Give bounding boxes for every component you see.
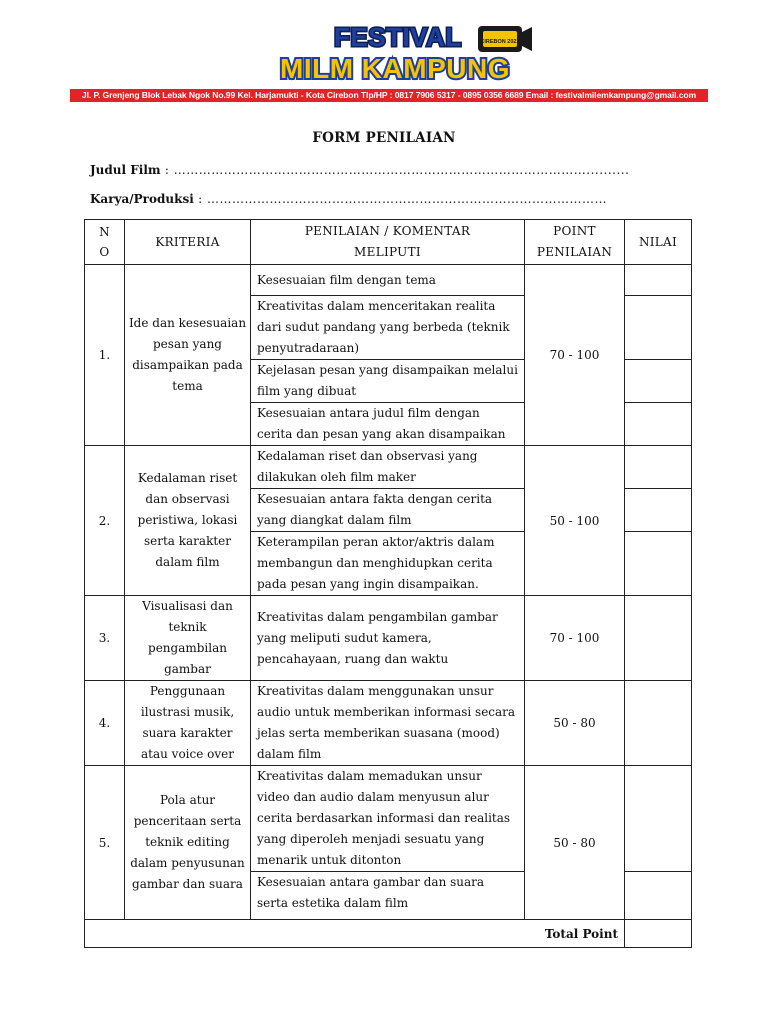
nilai-input-cell[interactable]	[625, 360, 692, 403]
criterion-number: 1.	[85, 265, 125, 446]
header-point: POINT PENILAIAN	[525, 220, 625, 265]
table-row	[85, 681, 692, 766]
table-row	[85, 265, 692, 296]
criterion-name: Ide dan kesesuaian pesan yang disampaikan pada tema	[125, 265, 251, 446]
nilai-input-cell[interactable]	[625, 532, 692, 596]
criterion-name: Kedalaman riset dan observasi peristiwa, lokasi serta karakter dalam film	[125, 446, 251, 596]
nilai-input-cell[interactable]	[625, 766, 692, 872]
nilai-input-cell[interactable]	[625, 872, 692, 920]
criterion-name: Pola atur penceritaan serta teknik editing dalam penyusunan gambar dan suara	[125, 766, 251, 920]
logo-line1: FESTIVAL	[334, 22, 462, 52]
criterion-name: Visualisasi dan teknik pengambilan gambar	[125, 596, 251, 681]
address-bar: Jl. P. Grenjeng Blok Lebak Ngok No.99 Kel. Harjamukti - Kota Cirebon Tlp/HP : 0817 7906 5317 - 0895 0356 6689 Email : festivalmilemkampung@gmail.com	[70, 89, 708, 102]
karya-produksi-value: : ……………………………………………………………………………………	[193, 192, 607, 206]
nilai-input-cell[interactable]	[625, 489, 692, 532]
criterion-name: Penggunaan ilustrasi musik, suara karakter atau voice over	[125, 681, 251, 766]
criterion-item: Kedalaman riset dan observasi yang dilakukan oleh film maker	[251, 446, 525, 489]
header-penilaian: PENILAIAN / KOMENTAR MELIPUTI	[251, 220, 525, 265]
header-kriteria: KRITERIA	[125, 220, 251, 265]
criterion-item: Kesesuaian antara gambar dan suara serta estetika dalam film	[251, 872, 525, 920]
criterion-item: Kreativitas dalam menggunakan unsur audio untuk memberikan informasi secara jelas serta memberikan suasana (mood) dalam film	[251, 681, 525, 766]
table-row	[85, 446, 692, 489]
criterion-item: Keterampilan peran aktor/aktris dalam membangun dan menghidupkan cerita pada pesan yang ingin disampaikan.	[251, 532, 525, 596]
nilai-input-cell[interactable]	[625, 296, 692, 360]
point-range: 50 - 80	[525, 766, 625, 920]
nilai-input-cell[interactable]	[625, 265, 692, 296]
nilai-input-cell[interactable]	[625, 596, 692, 681]
karya-produksi-field	[90, 192, 607, 206]
nilai-input-cell[interactable]	[625, 403, 692, 446]
assessment-table	[84, 219, 692, 948]
point-range: 70 - 100	[525, 596, 625, 681]
judul-film-field	[90, 163, 629, 177]
total-point-label: Total Point	[85, 920, 625, 948]
criterion-item: Kreativitas dalam menceritakan realita dari sudut pandang yang berbeda (teknik penyutradaraan)	[251, 296, 525, 360]
criterion-item: Kejelasan pesan yang disampaikan melalui film yang dibuat	[251, 360, 525, 403]
point-range: 50 - 80	[525, 681, 625, 766]
criterion-item: Kreativitas dalam memadukan unsur video dan audio dalam menyusun alur cerita berdasarkan informasi dan realitas yang diperoleh menjadi sesuatu yang menarik untuk ditonton	[251, 766, 525, 872]
total-point-input-cell[interactable]	[625, 920, 692, 948]
point-range: 70 - 100	[525, 265, 625, 446]
header-nilai: NILAI	[625, 220, 692, 265]
logo-line2: MILM KAMPUNG	[280, 53, 510, 84]
judul-film-label: Judul Film	[90, 163, 161, 177]
point-range: 50 - 100	[525, 446, 625, 596]
criterion-item: Kesesuaian antara judul film dengan cerita dan pesan yang akan disampaikan	[251, 403, 525, 446]
table-row	[85, 766, 692, 872]
header-row	[85, 220, 692, 265]
nilai-input-cell[interactable]	[625, 681, 692, 766]
header-no: N O	[85, 220, 125, 265]
table-row	[85, 596, 692, 681]
criterion-number: 3.	[85, 596, 125, 681]
criterion-item: Kesesuaian film dengan tema	[251, 265, 525, 296]
criterion-number: 4.	[85, 681, 125, 766]
festival-logo	[272, 22, 534, 86]
karya-produksi-label: Karya/Produksi	[90, 192, 194, 206]
logo-badge: CIREBON 2022	[480, 39, 520, 45]
nilai-input-cell[interactable]	[625, 446, 692, 489]
form-title: FORM PENILAIAN	[312, 130, 456, 146]
judul-film-value: : ………………………………………………………………………………………..........	[160, 163, 630, 177]
criterion-number: 5.	[85, 766, 125, 920]
criterion-item: Kreativitas dalam pengambilan gambar yang meliputi sudut kamera, pencahayaan, ruang dan waktu	[251, 596, 525, 681]
criterion-number: 2.	[85, 446, 125, 596]
total-row	[85, 920, 692, 948]
criterion-item: Kesesuaian antara fakta dengan cerita yang diangkat dalam film	[251, 489, 525, 532]
